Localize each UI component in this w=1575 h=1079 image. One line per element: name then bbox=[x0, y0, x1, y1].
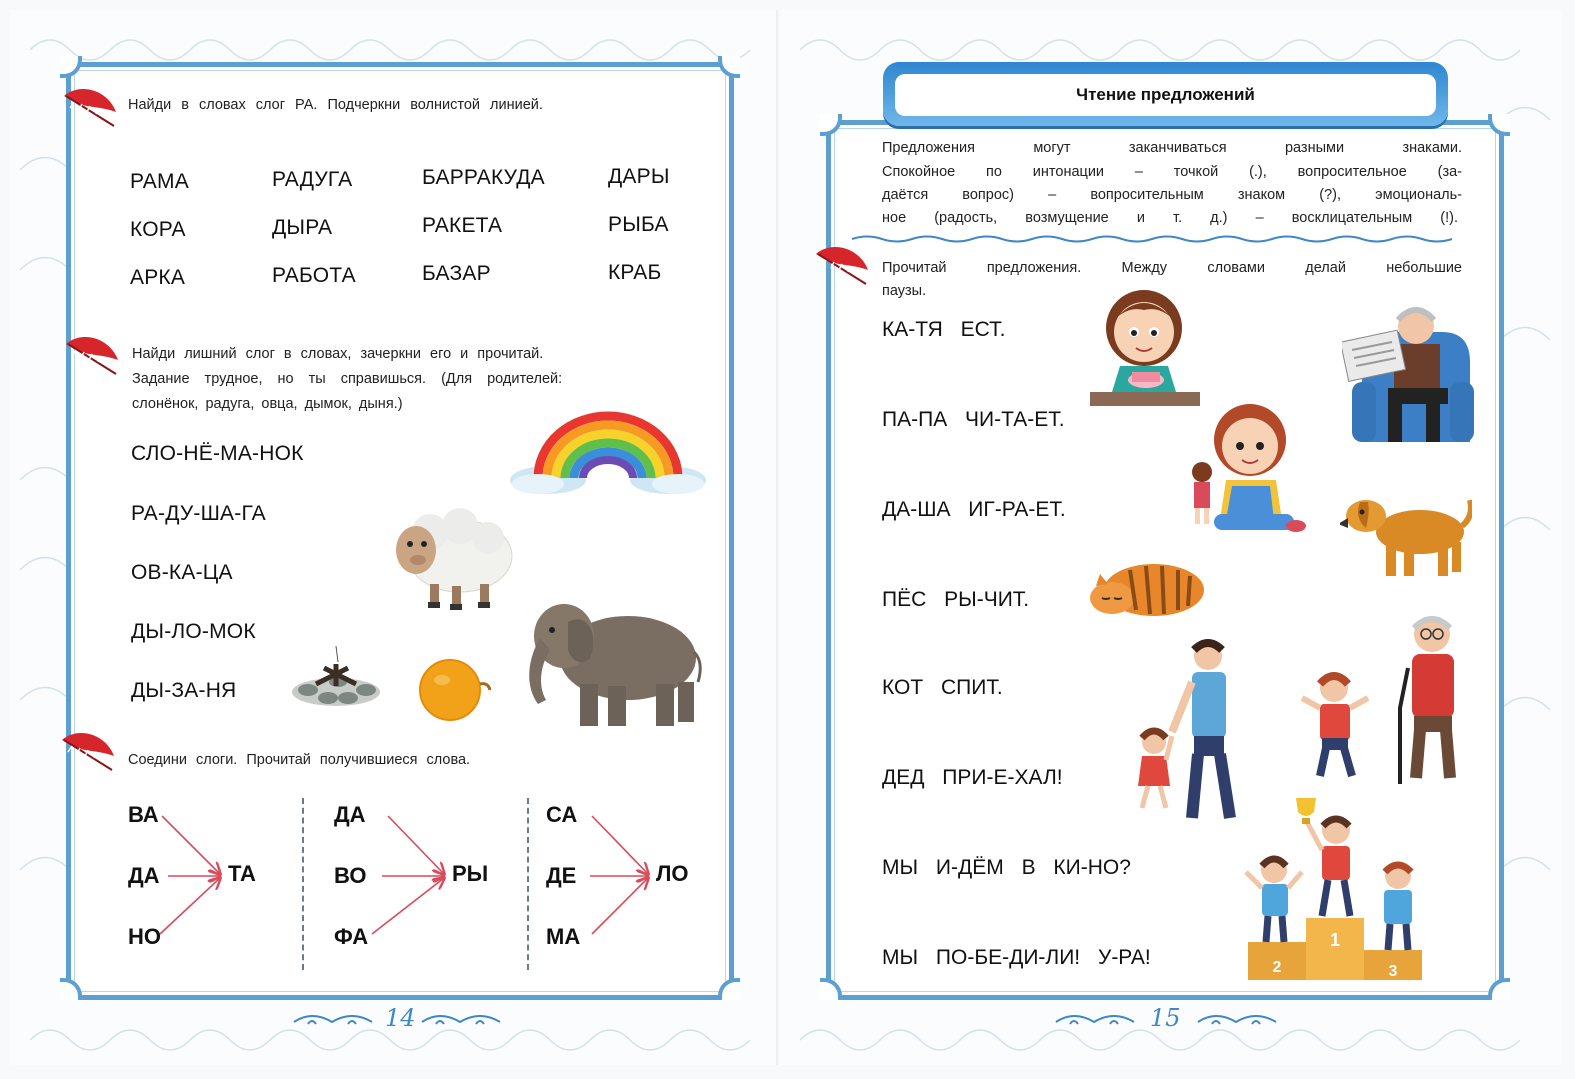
sentence: МЫ ПО-БЕ-ДИ-ЛИ! У-РА! bbox=[882, 946, 1151, 969]
syllable: СА bbox=[546, 802, 578, 827]
feather-icon bbox=[812, 240, 872, 300]
word: ДАРЫ bbox=[608, 165, 670, 188]
word: РЫБА bbox=[608, 213, 669, 236]
page-number: 14 bbox=[385, 1004, 416, 1032]
word: БАРРАКУДА bbox=[422, 166, 545, 189]
sentence: ПЁС РЫ-ЧИТ. bbox=[882, 588, 1030, 611]
word: КОРА bbox=[130, 218, 186, 241]
sentence: МЫ И-ДЁМ В КИ-НО? bbox=[882, 856, 1131, 879]
grandpa-with-boy-icon bbox=[1296, 608, 1478, 788]
sentence: КА-ТЯ ЕСТ. bbox=[882, 318, 1006, 341]
sentence: ПА-ПА ЧИ-ТА-ЕТ. bbox=[882, 408, 1065, 431]
syllable-word: ДЫ-ЛО-МОК bbox=[131, 620, 256, 643]
word: РАМА bbox=[130, 170, 189, 193]
podium-number: 2 bbox=[1272, 959, 1282, 976]
reading-instruction: Прочитай предложения. Между словами делай небольшие bbox=[882, 260, 1462, 276]
syllable-target: ТА bbox=[228, 861, 256, 886]
syllable: ДА bbox=[128, 863, 160, 888]
cat-sleeping-icon bbox=[1086, 552, 1206, 620]
syllable: ДА bbox=[334, 802, 366, 827]
intro-line: Спокойное по интонации – точкой (.), вопросительное (за- bbox=[882, 164, 1462, 180]
syllable: МА bbox=[546, 924, 581, 949]
page-title: Чтение предложений bbox=[895, 74, 1436, 116]
trophy-icon bbox=[1296, 798, 1316, 816]
task2-instruction-line: слонёнок, радуга, овца, дымок, дыня.) bbox=[132, 396, 403, 412]
syllable-word: РА-ДУ-ША-ГА bbox=[131, 502, 266, 525]
word: БАЗАР bbox=[422, 262, 491, 285]
intro-line: даётся вопрос) – вопросительным знаком (?), эмоциональ- bbox=[882, 187, 1462, 203]
ornament-icon bbox=[1054, 1010, 1136, 1032]
sentence: ДА-ША ИГ-РА-ЕТ. bbox=[882, 498, 1066, 521]
syllable: ДЕ bbox=[546, 863, 577, 888]
word: РАДУГА bbox=[272, 168, 353, 191]
podium-number: 3 bbox=[1388, 963, 1398, 980]
ornament-icon bbox=[1196, 1010, 1278, 1032]
syllable-word: СЛО-НЁ-МА-НОК bbox=[131, 442, 304, 465]
task2-instruction-line: Найди лишний слог в словах, зачеркни его и прочитай. bbox=[132, 346, 544, 362]
girl-playing-icon bbox=[1186, 396, 1310, 542]
divider-wave bbox=[852, 234, 1464, 244]
dog-icon bbox=[1340, 488, 1472, 584]
title-banner bbox=[883, 62, 1448, 126]
connecting-arrows bbox=[0, 0, 780, 1000]
sentence: КОТ СПИТ. bbox=[882, 676, 1003, 699]
word: АРКА bbox=[130, 266, 186, 289]
intro-line: ное (радость, возмущение и т. д.) – восклицательным (!). bbox=[882, 210, 1458, 226]
grandpa-reading-icon bbox=[1342, 292, 1474, 458]
task3-instruction: Соедини слоги. Прочитай получившиеся слова. bbox=[128, 752, 471, 768]
word: РАБОТА bbox=[272, 264, 356, 287]
word: КРАБ bbox=[608, 261, 662, 284]
syllable: ВА bbox=[128, 802, 159, 827]
podium-kids-icon bbox=[1238, 790, 1430, 982]
sentence: ДЕД ПРИ-Е-ХАЛ! bbox=[882, 766, 1063, 789]
intro-line: Предложения могут заканчиваться разными знаками. bbox=[882, 140, 1462, 156]
syllable-word: ДЫ-ЗА-НЯ bbox=[131, 679, 237, 702]
ornament-icon bbox=[292, 1010, 374, 1032]
syllable-target: РЫ bbox=[452, 861, 489, 886]
syllable: ВО bbox=[334, 863, 367, 888]
ornament-icon bbox=[420, 1010, 502, 1032]
syllable-target: ЛО bbox=[656, 861, 689, 886]
syllable: НО bbox=[128, 924, 161, 949]
word: РАКЕТА bbox=[422, 214, 503, 237]
syllable-word: ОВ-КА-ЦА bbox=[131, 561, 233, 584]
podium-number: 1 bbox=[1329, 930, 1341, 950]
syllable: ФА bbox=[334, 924, 369, 949]
task1-instruction: Найди в словах слог РА. Подчеркни волнистой линией. bbox=[128, 97, 543, 113]
task2-instruction-line: Задание трудное, но ты справишься. (Для родителей: bbox=[132, 371, 563, 387]
word: ДЫРА bbox=[272, 216, 333, 239]
page-number: 15 bbox=[1150, 1004, 1181, 1032]
reading-instruction: паузы. bbox=[882, 283, 927, 299]
girl-eating-cake-icon bbox=[1090, 280, 1200, 408]
